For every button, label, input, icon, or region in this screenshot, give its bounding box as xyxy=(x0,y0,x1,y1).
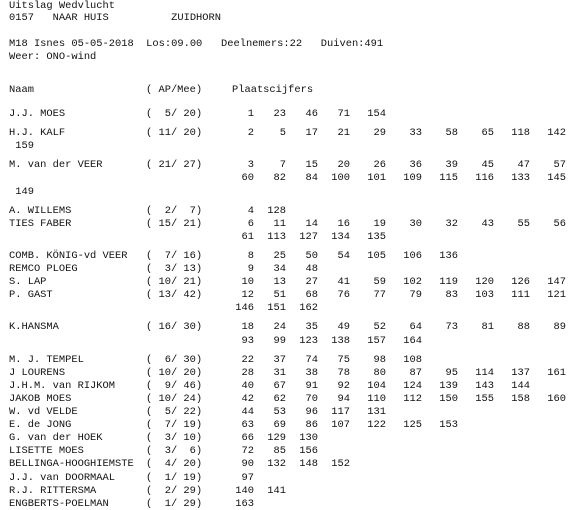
place-number: 84 xyxy=(305,172,318,185)
place-number: 118 xyxy=(511,127,530,140)
table-row-continuation xyxy=(0,172,588,184)
ap-mee-count: ( 4/ 20) xyxy=(146,458,203,471)
place-number: 101 xyxy=(367,172,386,185)
weather-line: Weer: ONO-wind xyxy=(9,51,97,63)
place-number: 138 xyxy=(331,334,350,347)
place-number: 88 xyxy=(517,321,530,334)
place-number: 157 xyxy=(367,334,386,347)
place-number: 57 xyxy=(553,159,566,172)
place-number: 71 xyxy=(337,108,350,120)
place-number: 117 xyxy=(331,406,350,418)
place-number: 107 xyxy=(331,419,350,432)
place-number: 97 xyxy=(241,471,254,484)
place-number: 108 xyxy=(403,353,422,366)
table-row xyxy=(0,406,588,418)
table-row xyxy=(0,289,588,301)
place-number: 154 xyxy=(367,108,386,120)
table-row-continuation xyxy=(0,186,588,198)
place-number: 67 xyxy=(273,379,286,392)
place-number: 143 xyxy=(475,379,494,392)
ap-mee-count: ( 21/ 27) xyxy=(146,159,203,172)
place-number: 104 xyxy=(367,379,386,392)
place-number: 114 xyxy=(475,366,494,379)
place-number: 8 xyxy=(247,249,254,262)
place-number: 93 xyxy=(241,334,254,347)
place-number: 79 xyxy=(409,289,422,302)
place-number: 113 xyxy=(267,230,286,243)
place-number: 105 xyxy=(367,249,386,262)
place-number: 141 xyxy=(267,484,286,497)
ap-mee-count: ( 2/ 7) xyxy=(146,204,203,217)
place-number: 75 xyxy=(337,353,350,366)
place-number: 9 xyxy=(247,263,254,275)
place-number: 149 xyxy=(15,185,34,198)
ap-mee-count: ( 7/ 16) xyxy=(146,249,203,262)
place-number: 47 xyxy=(517,159,530,172)
place-number: 12 xyxy=(241,289,254,302)
ap-mee-count: ( 5/ 22) xyxy=(146,406,203,418)
place-number: 53 xyxy=(273,406,286,418)
place-number: 130 xyxy=(299,432,318,445)
place-number: 36 xyxy=(409,159,422,172)
place-number: 95 xyxy=(445,366,458,379)
place-number: 96 xyxy=(305,406,318,418)
place-number: 145 xyxy=(547,172,566,185)
place-number: 163 xyxy=(235,497,254,510)
pigeon-owner-name: J.H.M. van RIJKOM xyxy=(9,379,116,392)
place-number: 111 xyxy=(511,289,530,302)
place-number: 153 xyxy=(439,419,458,432)
table-row xyxy=(0,472,588,484)
place-number: 161 xyxy=(547,366,566,379)
place-number: 83 xyxy=(445,289,458,302)
place-number: 92 xyxy=(337,379,350,392)
place-number: 27 xyxy=(305,276,318,289)
place-number: 61 xyxy=(241,230,254,243)
place-number: 7 xyxy=(279,159,286,172)
place-number: 156 xyxy=(299,445,318,458)
table-row-continuation xyxy=(0,140,588,152)
place-number: 77 xyxy=(373,289,386,302)
ap-mee-count: ( 5/ 20) xyxy=(146,108,203,120)
ap-mee-count: ( 10/ 24) xyxy=(146,392,203,405)
place-number: 125 xyxy=(403,419,422,432)
place-number: 42 xyxy=(241,392,254,405)
table-row xyxy=(0,380,588,392)
place-number: 29 xyxy=(373,127,386,140)
place-number: 13 xyxy=(273,276,286,289)
place-number: 11 xyxy=(273,217,286,230)
place-number: 127 xyxy=(299,230,318,243)
place-number: 30 xyxy=(409,217,422,230)
place-number: 106 xyxy=(403,249,422,262)
place-number: 26 xyxy=(373,159,386,172)
place-number: 81 xyxy=(481,321,494,334)
place-number: 133 xyxy=(511,172,530,185)
place-number: 55 xyxy=(517,217,530,230)
place-number: 44 xyxy=(241,406,254,418)
table-row xyxy=(0,485,588,497)
place-number: 39 xyxy=(445,159,458,172)
place-number: 137 xyxy=(511,366,530,379)
table-row xyxy=(0,263,588,275)
place-number: 160 xyxy=(547,392,566,405)
ap-mee-count: ( 6/ 30) xyxy=(146,353,203,366)
column-header-places: Plaatscijfers xyxy=(232,84,314,96)
place-number: 25 xyxy=(273,249,286,262)
place-number: 85 xyxy=(273,445,286,458)
place-number: 109 xyxy=(403,172,422,185)
ap-mee-count: ( 15/ 21) xyxy=(146,217,203,230)
place-number: 2 xyxy=(247,127,254,140)
place-number: 62 xyxy=(273,392,286,405)
place-number: 134 xyxy=(331,230,350,243)
place-number: 35 xyxy=(305,321,318,334)
place-number: 82 xyxy=(273,172,286,185)
table-row xyxy=(0,108,588,120)
ap-mee-count: ( 10/ 20) xyxy=(146,366,203,379)
place-number: 1 xyxy=(247,108,254,120)
place-number: 142 xyxy=(547,127,566,140)
place-number: 20 xyxy=(337,159,350,172)
place-number: 103 xyxy=(475,289,494,302)
place-number: 51 xyxy=(273,289,286,302)
place-number: 144 xyxy=(511,379,530,392)
place-number: 56 xyxy=(553,217,566,230)
table-row xyxy=(0,445,588,457)
place-number: 147 xyxy=(547,276,566,289)
table-row xyxy=(0,367,588,379)
table-row xyxy=(0,205,588,217)
place-number: 22 xyxy=(241,353,254,366)
place-number: 58 xyxy=(445,127,458,140)
place-number: 87 xyxy=(409,366,422,379)
place-number: 121 xyxy=(547,289,566,302)
place-number: 70 xyxy=(305,392,318,405)
pigeon-owner-name: W. vd VELDE xyxy=(9,406,78,418)
place-number: 126 xyxy=(511,276,530,289)
table-row xyxy=(0,321,588,333)
place-number: 65 xyxy=(481,127,494,140)
table-row xyxy=(0,250,588,262)
place-number: 94 xyxy=(337,392,350,405)
place-number: 28 xyxy=(241,366,254,379)
ap-mee-count: ( 1/ 19) xyxy=(146,471,203,484)
place-number: 60 xyxy=(241,172,254,185)
place-number: 76 xyxy=(337,289,350,302)
club-line: 0157 NAAR HUIS ZUIDHORN xyxy=(9,12,222,24)
place-number: 128 xyxy=(267,204,286,217)
place-number: 112 xyxy=(403,392,422,405)
place-number: 41 xyxy=(337,276,350,289)
place-number: 148 xyxy=(299,458,318,471)
pigeon-owner-name: J LOURENS xyxy=(9,366,66,379)
place-number: 17 xyxy=(305,127,318,140)
place-number: 18 xyxy=(241,321,254,334)
place-number: 115 xyxy=(439,172,458,185)
ap-mee-count: ( 10/ 21) xyxy=(146,276,203,289)
pigeon-owner-name: BELLINGA-HOOGHIEMSTE xyxy=(9,458,134,471)
place-number: 116 xyxy=(475,172,494,185)
place-number: 139 xyxy=(439,379,458,392)
place-number: 99 xyxy=(273,334,286,347)
place-number: 150 xyxy=(439,392,458,405)
table-row xyxy=(0,354,588,366)
place-number: 132 xyxy=(267,458,286,471)
table-row xyxy=(0,498,588,510)
place-number: 15 xyxy=(305,159,318,172)
place-number: 49 xyxy=(337,321,350,334)
ap-mee-count: ( 1/ 29) xyxy=(146,497,203,510)
place-number: 140 xyxy=(235,484,254,497)
place-number: 164 xyxy=(403,334,422,347)
place-number: 38 xyxy=(305,366,318,379)
place-number: 48 xyxy=(305,263,318,275)
place-number: 86 xyxy=(305,419,318,432)
place-number: 159 xyxy=(15,140,34,153)
table-row-continuation xyxy=(0,231,588,243)
place-number: 10 xyxy=(241,276,254,289)
place-number: 54 xyxy=(337,249,350,262)
table-row xyxy=(0,393,588,405)
ap-mee-count: ( 3/ 10) xyxy=(146,432,203,445)
place-number: 52 xyxy=(373,321,386,334)
ap-mee-count: ( 7/ 19) xyxy=(146,419,203,432)
column-header-row xyxy=(0,84,588,96)
place-number: 124 xyxy=(403,379,422,392)
race-info-line: M18 Isnes 05-05-2018 Los:09.00 Deelnemers:22 Duiven:491 xyxy=(9,38,384,50)
place-number: 16 xyxy=(337,217,350,230)
place-number: 74 xyxy=(305,353,318,366)
table-row xyxy=(0,419,588,431)
table-row xyxy=(0,458,588,470)
place-number: 24 xyxy=(273,321,286,334)
document-title: Uitslag Wedvlucht xyxy=(9,0,116,12)
column-header-name: Naam xyxy=(9,84,34,96)
pigeon-owner-name: R.J. RITTERSMA xyxy=(9,484,97,497)
place-number: 102 xyxy=(403,276,422,289)
pigeon-owner-name: G. van der HOEK xyxy=(9,432,103,445)
place-number: 78 xyxy=(337,366,350,379)
place-number: 69 xyxy=(273,419,286,432)
place-number: 63 xyxy=(241,419,254,432)
table-row xyxy=(0,127,588,139)
pigeon-owner-name: M. van der VEER xyxy=(9,159,103,172)
place-number: 59 xyxy=(373,276,386,289)
place-number: 40 xyxy=(241,379,254,392)
table-row xyxy=(0,159,588,171)
pigeon-owner-name: JAKOB MOES xyxy=(9,392,72,405)
table-row xyxy=(0,218,588,230)
place-number: 23 xyxy=(273,108,286,120)
pigeon-owner-name: M. J. TEMPEL xyxy=(9,353,84,366)
place-number: 136 xyxy=(439,249,458,262)
pigeon-owner-name: J.J. van DOORMAAL xyxy=(9,471,116,484)
place-number: 66 xyxy=(241,432,254,445)
place-number: 73 xyxy=(445,321,458,334)
place-number: 37 xyxy=(273,353,286,366)
pigeon-owner-name: TIES FABER xyxy=(9,217,72,230)
ap-mee-count: ( 16/ 30) xyxy=(146,321,203,334)
place-number: 146 xyxy=(235,302,254,315)
pigeon-owner-name: K.HANSMA xyxy=(9,321,59,334)
pigeon-owner-name: H.J. KALF xyxy=(9,127,66,140)
place-number: 43 xyxy=(481,217,494,230)
place-number: 151 xyxy=(267,302,286,315)
pigeon-owner-name: J.J. MOES xyxy=(9,108,66,120)
place-number: 135 xyxy=(367,230,386,243)
ap-mee-count: ( 3/ 6) xyxy=(146,445,203,458)
pigeon-owner-name: COMB. KÖNIG-vd VEER xyxy=(9,249,128,262)
table-row-continuation xyxy=(0,302,588,314)
place-number: 122 xyxy=(367,419,386,432)
place-number: 34 xyxy=(273,263,286,275)
pigeon-owner-name: S. LAP xyxy=(9,276,47,289)
place-number: 119 xyxy=(439,276,458,289)
place-number: 32 xyxy=(445,217,458,230)
place-number: 98 xyxy=(373,353,386,366)
ap-mee-count: ( 9/ 46) xyxy=(146,379,203,392)
place-number: 155 xyxy=(475,392,494,405)
place-number: 80 xyxy=(373,366,386,379)
place-number: 131 xyxy=(367,406,386,418)
place-number: 5 xyxy=(279,127,286,140)
place-number: 4 xyxy=(247,204,254,217)
place-number: 33 xyxy=(409,127,422,140)
place-number: 19 xyxy=(373,217,386,230)
place-number: 91 xyxy=(305,379,318,392)
ap-mee-count: ( 3/ 13) xyxy=(146,263,203,275)
place-number: 90 xyxy=(241,458,254,471)
place-number: 120 xyxy=(475,276,494,289)
place-number: 89 xyxy=(553,321,566,334)
place-number: 72 xyxy=(241,445,254,458)
place-number: 3 xyxy=(247,159,254,172)
table-row xyxy=(0,432,588,444)
place-number: 100 xyxy=(331,172,350,185)
pigeon-owner-name: REMCO PLOEG xyxy=(9,263,78,275)
place-number: 21 xyxy=(337,127,350,140)
place-number: 64 xyxy=(409,321,422,334)
table-row xyxy=(0,276,588,288)
pigeon-owner-name: E. de JONG xyxy=(9,419,72,432)
place-number: 123 xyxy=(299,334,318,347)
place-number: 46 xyxy=(305,108,318,120)
place-number: 68 xyxy=(305,289,318,302)
pigeon-owner-name: P. GAST xyxy=(9,289,53,302)
place-number: 31 xyxy=(273,366,286,379)
pigeon-owner-name: ENGBERTS-POELMAN xyxy=(9,497,109,510)
place-number: 158 xyxy=(511,392,530,405)
pigeon-owner-name: A. WILLEMS xyxy=(9,204,72,217)
place-number: 152 xyxy=(331,458,350,471)
pigeon-owner-name: LISETTE MOES xyxy=(9,445,84,458)
ap-mee-count: ( 11/ 20) xyxy=(146,127,203,140)
column-header-ap-mee: ( AP/Mee) xyxy=(146,84,203,96)
place-number: 162 xyxy=(299,302,318,315)
ap-mee-count: ( 13/ 42) xyxy=(146,289,203,302)
place-number: 6 xyxy=(247,217,254,230)
place-number: 129 xyxy=(267,432,286,445)
table-row-continuation xyxy=(0,335,588,347)
place-number: 45 xyxy=(481,159,494,172)
place-number: 14 xyxy=(305,217,318,230)
ap-mee-count: ( 2/ 29) xyxy=(146,484,203,497)
place-number: 110 xyxy=(367,392,386,405)
place-number: 50 xyxy=(305,249,318,262)
